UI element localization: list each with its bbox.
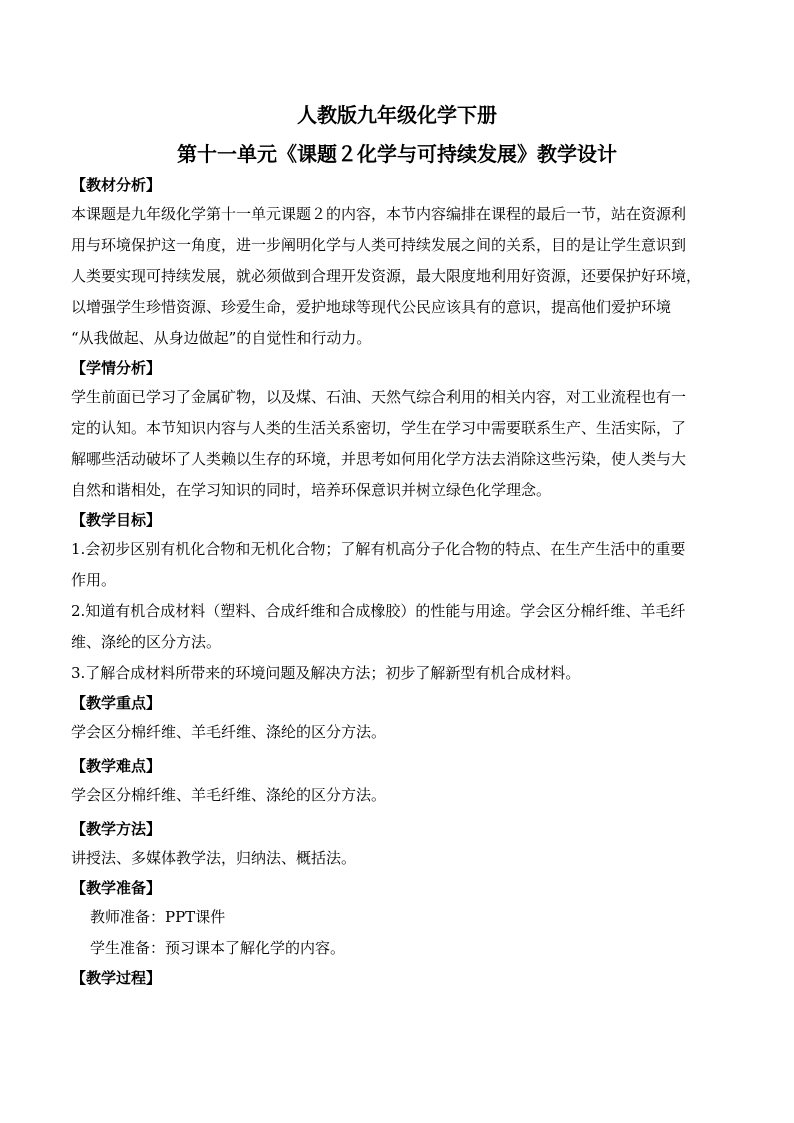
document-page (71, 98, 723, 992)
section-prep (71, 874, 723, 964)
section-heading-material: 【教材分析】 (71, 176, 162, 194)
material-line-5: “从我做起、从身边做起”的自觉性和行动力。 (71, 329, 372, 347)
section-heading-difficult: 【教学难点】 (71, 757, 162, 775)
section-students (71, 354, 723, 506)
document-subtitle: 第十一单元《课题２化学与可持续发展》教学设计 (177, 142, 617, 166)
material-line-1: 本课题是九年级化学第十一单元课题２的内容，本节内容编排在课程的最后一节，站在资源利 (71, 205, 687, 223)
section-heading-process: 【教学过程】 (71, 969, 162, 987)
goals-line-1: 1.会初步区别有机化合物和无机化合物；了解有机高分子化合物的特点、在生产生活中的重要 (71, 540, 686, 558)
section-heading-goals: 【教学目标】 (71, 511, 162, 529)
students-line-1: 学生前面已学习了金属矿物，以及煤、石油、天然气综合利用的相关内容，对工业流程也有一 (71, 388, 687, 406)
material-line-3: 人类要实现可持续发展，就必须做到合理开发资源，最大限度地利用好资源，还要保护好环境， (71, 267, 702, 285)
goals-line-2: 作用。 (71, 571, 117, 589)
section-key (71, 689, 723, 748)
students-line-4: 自然和谐相处，在学习知识的同时，培养环保意识并树立绿色化学理念。 (71, 481, 552, 499)
prep-student: 学生准备：预习课本了解化学的内容。 (90, 939, 346, 957)
goals-line-5: 3.了解合成材料所带来的环境问题及解决方法；初步了解新型有机合成材料。 (71, 664, 581, 682)
method-text: 讲授法、多媒体教学法，归纳法、概括法。 (71, 849, 357, 867)
section-heading-key: 【教学重点】 (71, 694, 162, 712)
material-line-4: 以增强学生珍惜资源、珍爱生命，爱护地球等现代公民应该具有的意识，提高他们爱护环境 (71, 298, 672, 316)
section-heading-method: 【教学方法】 (71, 820, 162, 838)
document-title: 人教版九年级化学下册 (297, 103, 497, 127)
goals-line-3: 2.知道有机合成材料（塑料、合成纤维和合成橡胶）的性能与用途。学会区分棉纤维、羊毛纤 (71, 602, 686, 620)
key-text: 学会区分棉纤维、羊毛纤维、涤纶的区分方法。 (71, 723, 387, 741)
section-method (71, 815, 723, 874)
section-goals (71, 506, 723, 689)
students-line-3: 解哪些活动破坏了人类赖以生存的环境，并思考如何用化学方法去消除这些污染，使人类与大 (71, 450, 687, 468)
difficult-text: 学会区分棉纤维、羊毛纤维、涤纶的区分方法。 (71, 786, 387, 804)
students-line-2: 定的认知。本节知识内容与人类的生活关系密切，学生在学习中需要联系生产、生活实际，了 (71, 419, 687, 437)
section-material (71, 171, 723, 354)
section-process (71, 964, 723, 992)
prep-teacher: 教师准备：PPT课件 (90, 908, 226, 926)
section-heading-prep: 【教学准备】 (71, 879, 162, 897)
material-line-2: 用与环境保护这一角度，进一步阐明化学与人类可持续发展之间的关系，目的是让学生意识到 (71, 236, 687, 254)
section-heading-students: 【学情分析】 (71, 359, 162, 377)
section-difficult (71, 752, 723, 811)
goals-line-4: 维、涤纶的区分方法。 (71, 633, 222, 651)
